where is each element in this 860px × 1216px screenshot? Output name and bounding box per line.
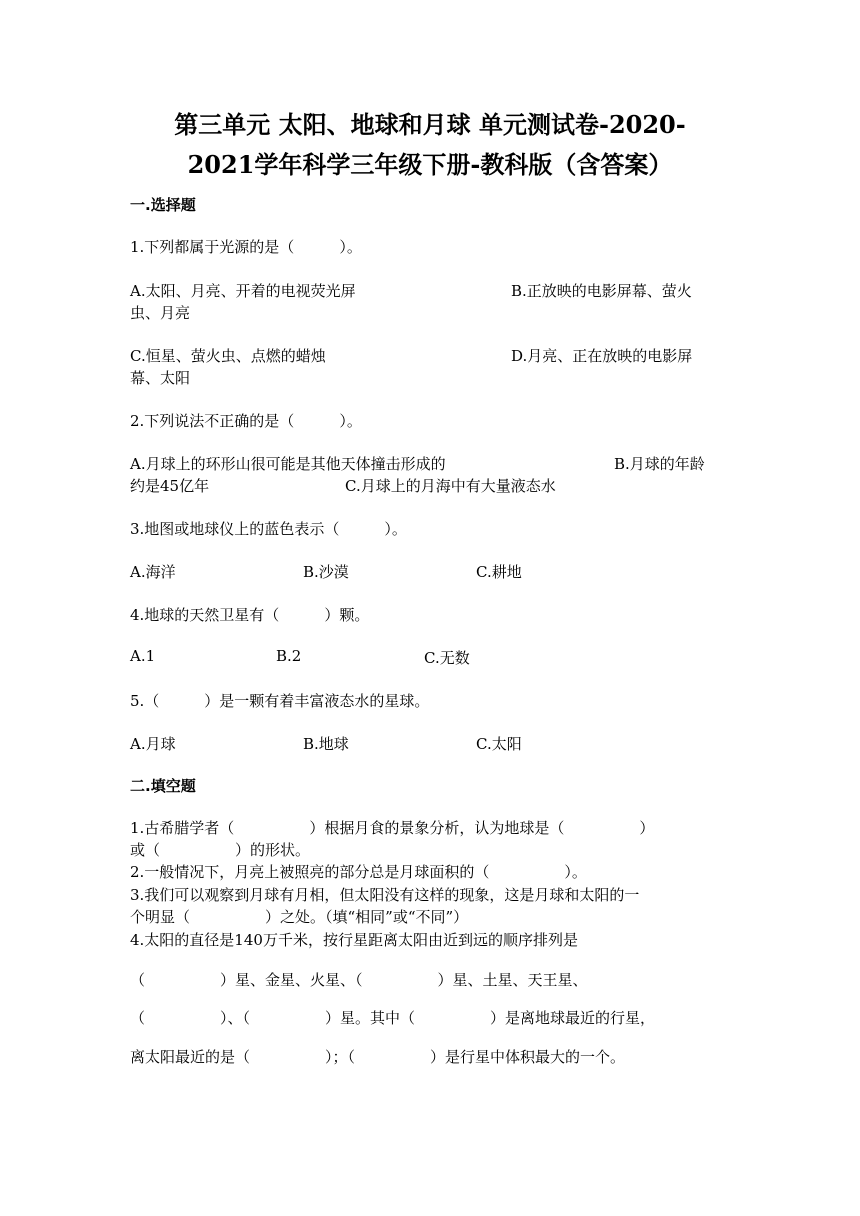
option-continued: 虫、月亮 [130, 304, 191, 322]
option: C.太阳 [476, 735, 522, 753]
option: C.月球上的月海中有大量液态水 [345, 477, 556, 495]
fill-line: （ ）星、金星、火星、（ ）星、土星、天王星、 [130, 971, 588, 989]
fill-line: 离太阳最近的是（ ）；（ ）是行星中体积最大的一个。 [130, 1048, 626, 1066]
section-heading-fill: 二.填空题 [130, 777, 196, 795]
fill-line: （ ）、（ ）星。其中（ ）是离地球最近的行星， [130, 1009, 656, 1027]
option: A.月球上的环形山很可能是其他天体撞击形成的 [130, 455, 446, 473]
option: B.地球 [303, 735, 349, 753]
question-stem: 3.地图或地球仪上的蓝色表示（ ）。 [130, 520, 407, 538]
option: A.海洋 [130, 563, 176, 581]
option: B.月球的年龄 [614, 455, 705, 473]
question-stem: 4.地球的天然卫星有（ ）颗。 [130, 606, 370, 624]
fill-line: 1.古希腊学者（ ）根据月食的景象分析，认为地球是（ ） [130, 819, 655, 837]
option: D.月亮、正在放映的电影屏 [511, 347, 693, 365]
title-line-2: 2021学年科学三年级下册-教科版（含答案） [187, 150, 673, 179]
option: B.2 [276, 647, 302, 665]
section-heading-choice: 一.选择题 [130, 196, 196, 214]
fill-line: 2.一般情况下，月亮上被照亮的部分总是月球面积的（ ）。 [130, 863, 587, 881]
fill-line: 4.太阳的直径是140万千米，按行星距离太阳由近到远的顺序排列是 [130, 931, 578, 949]
page-title [120, 105, 740, 185]
option: A.月球 [130, 735, 176, 753]
title-line-1: 第三单元 太阳、地球和月球 单元测试卷-2020- [174, 110, 686, 139]
option: B.正放映的电影屏幕、萤火 [511, 282, 692, 300]
fill-line: 或（ ）的形状。 [130, 841, 311, 859]
question-stem: 5.（ ）是一颗有着丰富液态水的星球。 [130, 692, 430, 710]
question-stem: 1.下列都属于光源的是（ ）。 [130, 238, 362, 256]
fill-line: 个明显（ ）之处。（填“相同”或“不同”） [130, 908, 469, 926]
option-continued: 约是45亿年 [130, 477, 210, 495]
option: A.太阳、月亮、开着的电视荧光屏 [130, 282, 356, 300]
option-continued: 幕、太阳 [130, 369, 191, 387]
option: C.无数 [424, 649, 470, 667]
option: C.耕地 [476, 563, 522, 581]
question-stem: 2.下列说法不正确的是（ ）。 [130, 412, 362, 430]
option: A.1 [130, 647, 156, 665]
fill-line: 3.我们可以观察到月球有月相，但太阳没有这样的现象，这是月球和太阳的一 [130, 886, 640, 904]
option: C.恒星、萤火虫、点燃的蜡烛 [130, 347, 326, 365]
option: B.沙漠 [303, 563, 349, 581]
